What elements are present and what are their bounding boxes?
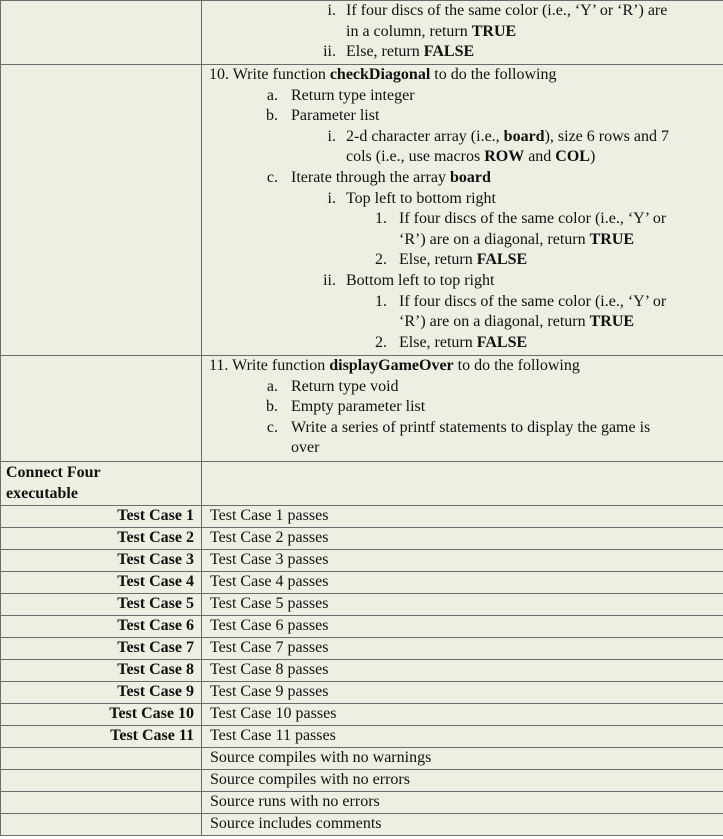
heading-text: to do the following: [453, 357, 580, 374]
list-item-cont: [202, 438, 723, 459]
heading-text: 11. Write function: [209, 357, 330, 374]
section-label: [1, 462, 202, 506]
test-case-result: Test Case 1 passes: [202, 506, 723, 528]
test-case-label: Test Case 9: [1, 682, 202, 704]
item-text: Empty parameter list: [291, 398, 426, 416]
test-case-label: Test Case 7: [1, 638, 202, 660]
item-text: Else, return: [399, 251, 477, 269]
list-item-cont: [202, 230, 723, 251]
list-item-cont: [202, 312, 723, 333]
list-item: [202, 127, 723, 148]
list-item-cont: [202, 22, 723, 43]
empty-cell: [1, 770, 202, 792]
table-row: [1, 682, 723, 704]
item-bold: board: [503, 127, 545, 145]
list-item: [202, 209, 723, 230]
heading-text: 10. Write function: [209, 66, 330, 83]
item-heading: [202, 356, 723, 377]
item-bold: COL: [555, 148, 590, 166]
item-bold: TRUE: [471, 22, 517, 40]
source-check: Source runs with no errors: [202, 792, 723, 814]
item-text: Else, return: [346, 43, 424, 61]
section-label-line: Connect Four: [6, 464, 101, 481]
test-case-label: Test Case 8: [1, 660, 202, 682]
test-case-result: Test Case 4 passes: [202, 572, 723, 594]
empty-cell: [1, 356, 202, 462]
table-row: [1, 550, 723, 572]
test-case-result: Test Case 3 passes: [202, 550, 723, 572]
item-text: Return type integer: [291, 86, 415, 104]
test-case-result: Test Case 9 passes: [202, 682, 723, 704]
table-row: [1, 638, 723, 660]
list-item: [202, 250, 723, 271]
item-text: If four discs of the same color (i.e., ‘Y’ or: [399, 292, 667, 310]
source-check: Source includes comments: [202, 814, 723, 836]
list-marker: i.: [327, 2, 336, 19]
list-marker: i.: [327, 127, 336, 145]
list-item: [202, 168, 723, 189]
list-item: [202, 292, 723, 313]
table-row: [1, 572, 723, 594]
table-row: [1, 660, 723, 682]
function-name: checkDiagonal: [329, 66, 431, 83]
row-check-diagonal: [1, 65, 723, 356]
table-row: [1, 594, 723, 616]
test-case-label: Test Case 1: [1, 506, 202, 528]
test-case-label: Test Case 11: [1, 726, 202, 748]
item-text: ‘R’) are on a diagonal, return: [399, 230, 590, 248]
item-text: If four discs of the same color (i.e., ‘Y’ or: [399, 210, 667, 228]
item-text: Return type void: [291, 377, 399, 395]
test-case-label: Test Case 4: [1, 572, 202, 594]
test-case-label: Test Case 3: [1, 550, 202, 572]
row-display-game-over: [1, 356, 723, 462]
item-bold: board: [450, 168, 491, 186]
section-label-line: executable: [6, 484, 78, 502]
requirement-cell: [202, 65, 723, 356]
list-marker: b.: [266, 398, 278, 416]
list-marker: b.: [266, 107, 278, 125]
item-text: If four discs of the same color (i.e., ‘Y’ or ‘R’) are: [346, 2, 668, 19]
test-case-result: Test Case 6 passes: [202, 616, 723, 638]
test-case-label: Test Case 2: [1, 528, 202, 550]
item-text: Write a series of printf statements to display the game is: [291, 418, 651, 436]
empty-cell: [1, 1, 202, 65]
test-case-result: Test Case 11 passes: [202, 726, 723, 748]
test-case-result: Test Case 2 passes: [202, 528, 723, 550]
item-text: and: [524, 148, 556, 166]
list-marker: a.: [266, 377, 278, 395]
empty-cell: [1, 792, 202, 814]
item-text: Bottom left to top right: [346, 271, 495, 289]
table-row: [1, 814, 723, 836]
test-case-label: Test Case 5: [1, 594, 202, 616]
list-item: [202, 377, 723, 398]
item-bold: FALSE: [476, 333, 528, 351]
row-check-column-cont: [1, 1, 723, 65]
empty-cell: [202, 462, 723, 506]
list-item: [202, 418, 723, 439]
list-marker: 2.: [375, 333, 387, 351]
item-bold: ROW: [484, 148, 525, 166]
table-row: [1, 770, 723, 792]
list-item: [202, 86, 723, 107]
list-marker: a.: [266, 86, 278, 104]
list-item-cont: [202, 147, 723, 168]
list-marker: c.: [266, 168, 278, 186]
table-row: [1, 704, 723, 726]
test-case-label: Test Case 6: [1, 616, 202, 638]
empty-cell: [1, 814, 202, 836]
table-row: [1, 616, 723, 638]
list-item: [202, 333, 723, 354]
item-bold: FALSE: [423, 43, 475, 61]
table-row: [1, 506, 723, 528]
item-heading: [202, 65, 723, 86]
list-item: [202, 42, 723, 63]
item-text: in a column, return: [346, 22, 472, 40]
item-text: Iterate through the array: [291, 168, 451, 186]
list-item: [202, 1, 723, 22]
test-case-result: Test Case 7 passes: [202, 638, 723, 660]
item-text: over: [291, 439, 320, 457]
item-text: cols (i.e., use macros: [346, 148, 485, 166]
list-item: [202, 271, 723, 292]
item-bold: TRUE: [589, 230, 635, 248]
list-item: [202, 397, 723, 418]
list-item: [202, 106, 723, 127]
source-check: Source compiles with no errors: [202, 770, 723, 792]
test-case-result: Test Case 5 passes: [202, 594, 723, 616]
item-text: ): [589, 148, 596, 166]
table-row: [1, 748, 723, 770]
source-check: Source compiles with no warnings: [202, 748, 723, 770]
item-bold: FALSE: [476, 251, 528, 269]
list-marker: c.: [266, 418, 278, 436]
item-text: Else, return: [399, 333, 477, 351]
test-case-result: Test Case 8 passes: [202, 660, 723, 682]
list-marker: i.: [327, 189, 336, 207]
item-text: Top left to bottom right: [346, 189, 496, 207]
list-item: [202, 189, 723, 210]
function-name: displayGameOver: [329, 357, 454, 374]
table-row: [1, 792, 723, 814]
item-text: ‘R’) are on a diagonal, return: [399, 313, 590, 331]
table-row: [1, 726, 723, 748]
item-text: Parameter list: [291, 107, 380, 125]
empty-cell: [1, 65, 202, 356]
item-bold: TRUE: [589, 313, 635, 331]
empty-cell: [1, 748, 202, 770]
table-row: [1, 528, 723, 550]
requirement-cell: [202, 356, 723, 462]
heading-text: to do the following: [430, 66, 557, 83]
requirement-cell: [202, 1, 723, 65]
item-text: ), size 6 rows and 7: [544, 127, 669, 145]
row-section-header: [1, 462, 723, 506]
test-case-label: Test Case 10: [1, 704, 202, 726]
list-marker: 1.: [375, 292, 387, 310]
list-marker: ii.: [323, 43, 336, 61]
list-marker: 1.: [375, 210, 387, 228]
item-text: 2-d character array (i.e.,: [346, 127, 504, 145]
test-case-result: Test Case 10 passes: [202, 704, 723, 726]
list-marker: 2.: [375, 251, 387, 269]
list-marker: ii.: [323, 271, 336, 289]
